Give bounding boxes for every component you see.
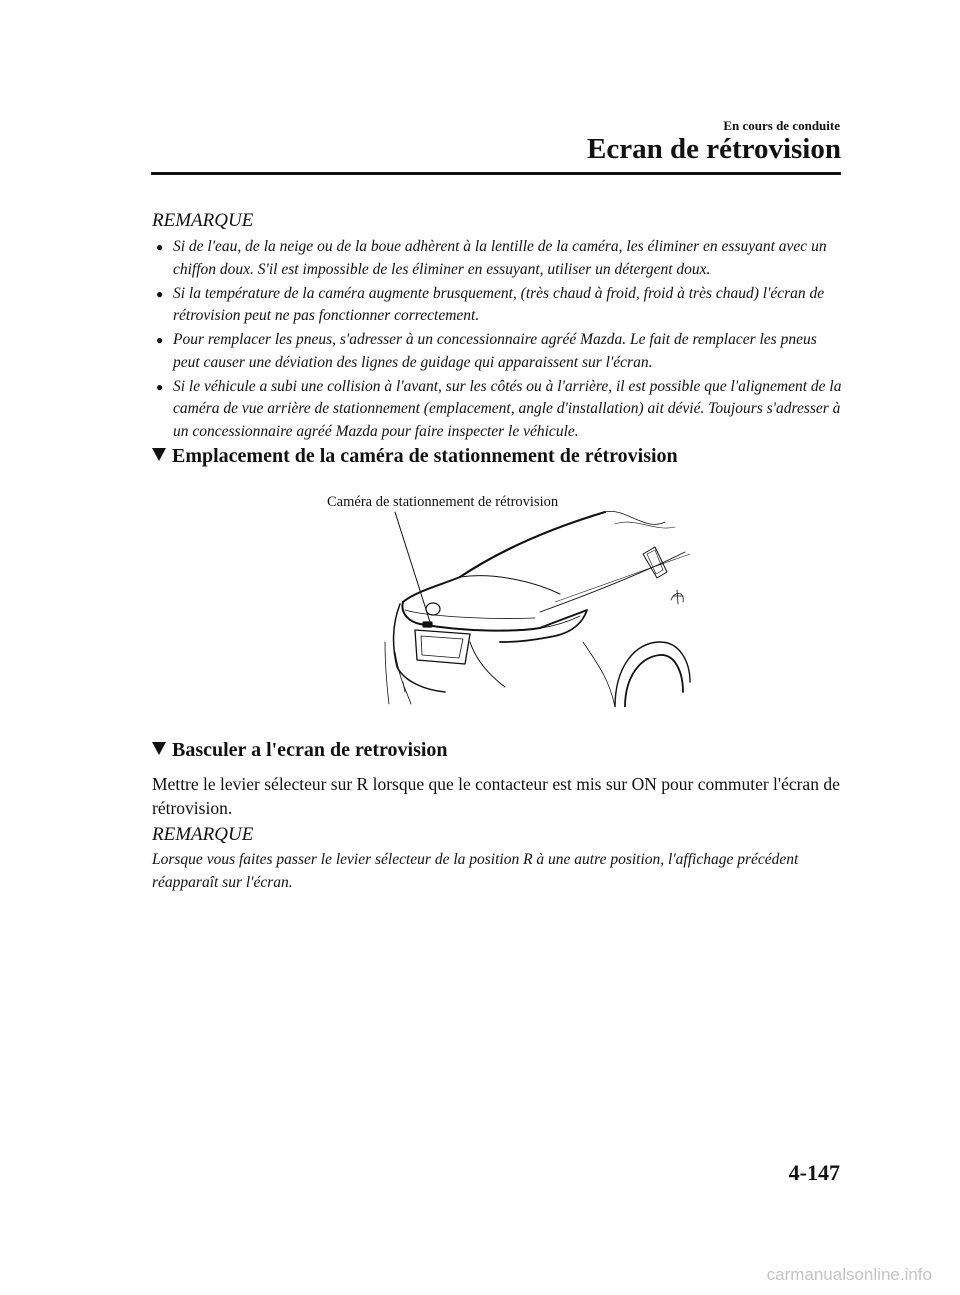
bullet-icon: ● bbox=[156, 333, 164, 347]
bullet-icon: ● bbox=[156, 379, 164, 394]
note-item-text: Si la température de la caméra augmente brusquement, (très chaud à froid, froid à très chaud) l'écran de rétrovision peut ne pas fonctionner correctement. bbox=[173, 284, 825, 324]
note-label: REMARQUE bbox=[152, 210, 254, 231]
car-rear-illustration bbox=[325, 492, 725, 707]
note-item bbox=[152, 376, 842, 444]
bullet-icon: ● bbox=[156, 240, 164, 254]
note-item bbox=[152, 283, 842, 328]
section-heading-camera-location bbox=[152, 445, 678, 468]
section-heading-switch-screen bbox=[152, 739, 448, 762]
section-heading-text: Basculer a l'ecran de retrovision bbox=[172, 739, 448, 761]
note-list bbox=[152, 236, 842, 445]
body-paragraph: Mettre le levier sélecteur sur R lorsque que le contacteur est mis sur ON pour commuter l'écran de rétrovision. bbox=[152, 774, 840, 818]
page-title: Ecran de rétrovision bbox=[587, 133, 841, 165]
triangle-down-icon bbox=[152, 742, 166, 755]
note-item-text: Si de l'eau, de la neige ou de la boue adhèrent à la lentille de la caméra, les éliminer en essuyant avec un chiffon doux. S'il est impossible de les éliminer en essuyant, utiliser un détergent doux. bbox=[173, 238, 827, 278]
header-divider bbox=[151, 172, 841, 175]
note-text: Lorsque vous faites passer le levier sélecteur de la position R à une autre position, l'affichage précédent réapparaît sur l'écran. bbox=[152, 851, 799, 891]
note-label: REMARQUE bbox=[152, 824, 254, 845]
triangle-down-icon bbox=[152, 448, 166, 461]
header-section: En cours de conduite bbox=[723, 118, 840, 133]
watermark: carmanualsonline.info bbox=[766, 1265, 932, 1284]
note-item bbox=[152, 236, 842, 281]
bullet-icon: ● bbox=[156, 286, 164, 301]
note-item-text: Si le véhicule a subi une collision à l'avant, sur les côtés ou à l'arrière, il est possible que l'alignement de la caméra de vue arrière de stationnement (emplacement, angle d'installation) ait dévié. Toujours s'adresser à un concessionnaire agréé Mazda pour faire inspecter le véhicule. bbox=[173, 377, 842, 440]
camera-location-figure bbox=[325, 492, 725, 707]
page-number: 4-147 bbox=[788, 1160, 840, 1185]
note-item bbox=[152, 329, 842, 374]
note-item-text: Pour remplacer les pneus, s'adresser à un concessionnaire agréé Mazda. Le fait de remplacer les pneus peut causer une déviation des lignes de guidage qui apparaissent sur l'écran. bbox=[173, 331, 817, 371]
figure-callout-label: Caméra de stationnement de rétrovision bbox=[327, 494, 559, 510]
section-heading-text: Emplacement de la caméra de stationnement de rétrovision bbox=[172, 445, 678, 467]
